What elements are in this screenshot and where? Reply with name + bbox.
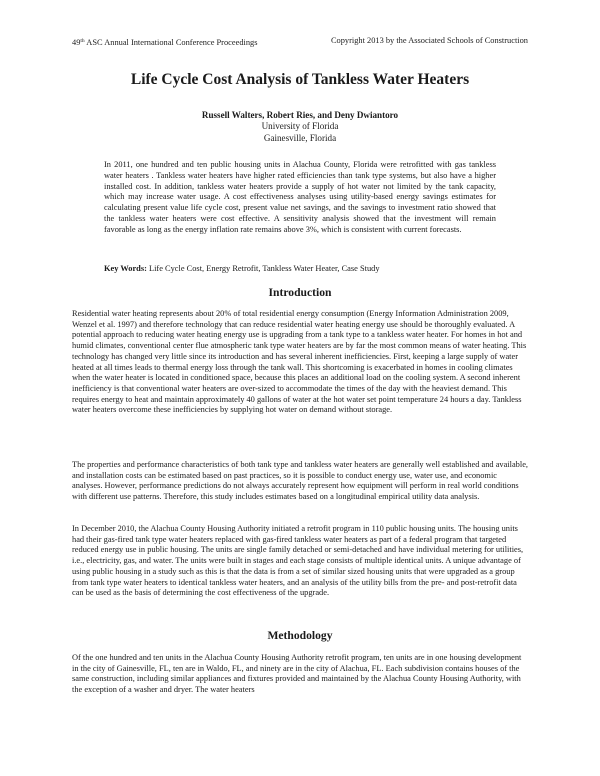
keywords-text: Life Cycle Cost, Energy Retrofit, Tankless Water Heater, Case Study	[146, 264, 380, 273]
abstract: In 2011, one hundred and ten public housing units in Alachua County, Florida were retrofitted with gas tankless water heaters . Tankless water heaters have higher rated efficiencies than tank type systems, but also have a higher installed cost. In addition, tankless water heaters provide a supply of hot water not limited by the tank capacity, which may increase water usage. A cost effectiveness analyses using utility-based energy savings estimates for calculating present value life cycle cost, present value net savings, and the savings to investment ratio showed that the tankless water heaters were cost effective. A sensitivity analysis showed that the investment will remain favorable as long as the energy inflation rate remains above 3%, which is consistent with current forecasts.	[104, 160, 496, 234]
conference-name: 49th ASC Annual International Conference Proceedings	[72, 38, 258, 47]
methodology-paragraph-1: Of the one hundred and ten units in the Alachua County Housing Authority retrofit program, ten units are in one housing development in the city of Gainesville, FL, ten are in Waldo, FL, and ninety are in the city of Alachua, FL. Each subdivision contains houses of the same construction, including similar appliances and fixtures provided and maintained by the Alachua County Housing Authority, with the exception of a washer and dryer. The water heaters	[72, 653, 522, 695]
keywords-label: Key Words:	[104, 264, 147, 273]
author-names: Russell Walters, Robert Ries, and Deny Dwiantoro	[201, 110, 399, 120]
page-header	[72, 36, 528, 48]
intro-paragraph-3: In December 2010, the Alachua County Housing Authority initiated a retrofit program in 110 public housing units. The housing units had their gas-fired tank type water heaters replaced with gas-fired tankless water heaters as part of a federal program that targeted reduced energy use in public housing. The units are single family detached or semi-detached and have individual metering for utilities, i.e., electricity, gas, and water. The units were built in stages and each stage consists of multiple identical units. A unique advantage of using public housing in a study such as this is that the data is from a set of similar sized housing units that were upgraded as a group from tank type water heaters to identical tankless water heaters, and an analysis of the utility bills from the pre- and post-retrofit data can be used as the basis of determining the cost effectiveness of the upgrade.	[72, 524, 524, 598]
intro-paragraph-1: Residential water heating represents about 20% of total residential energy consumption (Energy Information Administration 2009, Wenzel et al. 1997) and therefore technology that can reduce residential water heating energy use should be thoroughly evaluated. A potential approach to reducing water heating energy use is upgrading from a tank type to a tankless water heater. For homes in hot and humid climates, conventional center flue atmospheric tank type water heaters are by far the most common means of water heating. This technology has changed very little since its introduction and has several inherent inefficiencies. First, keeping a large supply of water heated at all times leads to thermal energy loss through the tank wall. This shortcoming is exacerbated in homes in cooling climates when the water heater is located in conditioned space, because this places an additional load on the cooling system. A second inherent inefficiency is that conventional water heaters are over-sized to accommodate the times of the day with the heaviest demand. This requires energy to heat and maintain approximately 40 gallons of water at the hot water set point temperature 24 hours a day. Tankless water heaters overcome these inefficiencies by supplying hot water on demand without storage.	[72, 309, 527, 415]
section-heading-methodology: Methodology	[267, 629, 333, 642]
section-heading-introduction: Introduction	[268, 286, 332, 299]
copyright-notice: Copyright 2013 by the Associated Schools of Construction	[330, 36, 528, 45]
author-block	[60, 110, 540, 144]
intro-paragraph-2: The properties and performance characteristics of both tank type and tankless water heaters are generally well established and available, and installation costs can be estimated based on past practices, so it is possible to conduct energy use, water use, and economic analyses. However, performance predictions do not always accurately represent how equipment will perform in real world conditions with different use patterns. Therefore, this study includes estimates based on a longitudinal empirical utility data analysis.	[72, 460, 529, 502]
keywords	[104, 264, 496, 275]
author-affiliation: University of Florida	[261, 121, 339, 132]
author-location: Gainesville, Florida	[263, 132, 337, 143]
paper-title: Life Cycle Cost Analysis of Tankless Water Heaters	[130, 71, 470, 88]
